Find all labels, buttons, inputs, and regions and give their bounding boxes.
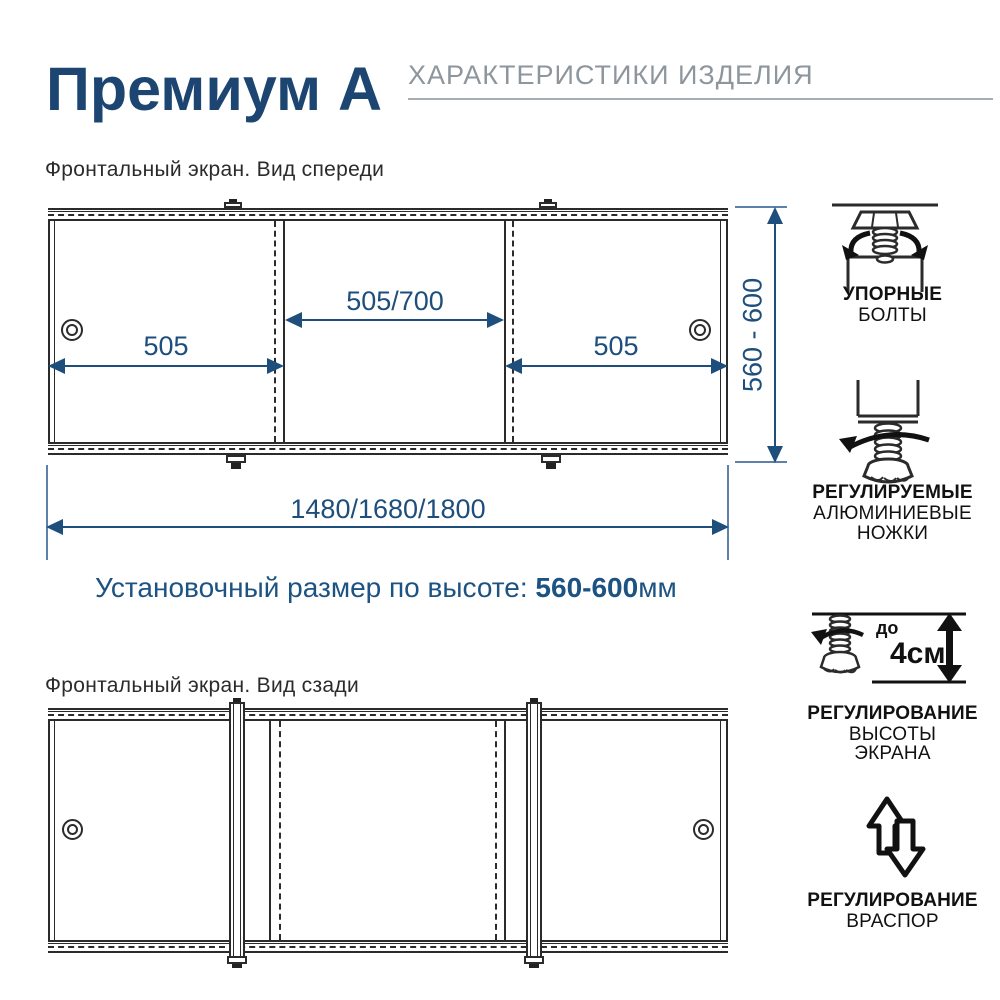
back-left-edge — [48, 708, 50, 953]
sidebar-item-line: ВЫСОТЫ — [848, 724, 937, 745]
arrowhead — [505, 358, 522, 374]
arrowhead — [46, 519, 63, 535]
back-right-edge-inner — [720, 721, 721, 940]
top-clip — [224, 202, 242, 208]
install-height-note — [95, 572, 677, 604]
front-divider-dashed-right — [512, 221, 514, 442]
front-right-edge — [726, 208, 728, 455]
install-note-unit: мм — [638, 572, 677, 603]
spacer-adjustment-icon — [857, 793, 937, 885]
sidebar-item-line: БОЛТЫ — [858, 305, 927, 326]
post-foot — [524, 956, 544, 964]
height-annotation-big: 4см — [890, 637, 946, 670]
sidebar-item-title: РЕГУЛИРОВАНИЕ — [807, 703, 978, 724]
dim-panel-right: 505 — [593, 331, 639, 361]
front-right-edge-inner — [720, 221, 721, 442]
page-subtitle: ХАРАКТЕРИСТИКИ ИЗДЕЛИЯ — [408, 60, 993, 100]
back-right-edge — [726, 708, 728, 953]
front-divider-right — [504, 221, 506, 442]
extension-line-left — [46, 465, 48, 560]
dim-line — [774, 222, 776, 448]
post-top-nub — [530, 698, 538, 702]
screen-foot — [226, 455, 246, 463]
dim-panel-center: 505/700 — [346, 286, 444, 316]
sidebar-item-line: НОЖКИ — [856, 523, 929, 544]
post-foot — [227, 956, 247, 964]
back-view-label: Фронтальный экран. Вид сзади — [45, 674, 359, 697]
extension-line-right — [727, 465, 729, 560]
arrowhead — [487, 312, 504, 328]
sidebar-item-title: РЕГУЛИРУЕМЫЕ — [812, 482, 973, 503]
page-title: Премиум А — [46, 55, 383, 123]
post-top-nub — [233, 698, 241, 702]
dim-line — [300, 319, 490, 321]
dim-panel-left: 505 — [143, 331, 189, 361]
top-clip — [539, 202, 557, 208]
front-left-edge — [48, 208, 50, 455]
back-panel-dashed-left — [279, 721, 281, 940]
back-bottom-rail — [48, 940, 728, 953]
screen-foot-nub — [231, 463, 241, 469]
arrowhead — [711, 358, 728, 374]
stop-bolts-icon — [830, 202, 940, 294]
dim-line — [519, 365, 714, 367]
screen-foot-nub — [546, 463, 556, 469]
arrowhead — [712, 519, 729, 535]
screen-height-adjustment — [800, 610, 985, 690]
dim-line — [61, 526, 714, 528]
install-note-prefix: Установочный размер по высоте: — [95, 572, 536, 603]
back-post-left — [229, 702, 245, 958]
front-divider-left — [283, 221, 285, 442]
post-foot-nub — [232, 964, 242, 968]
arrowhead — [48, 358, 65, 374]
handle-left-inner — [66, 324, 78, 336]
dim-total-width: 1480/1680/1800 — [290, 494, 486, 524]
arrowhead — [767, 207, 783, 224]
back-view-drawing — [48, 698, 738, 978]
front-left-edge-inner — [54, 221, 55, 442]
features-sidebar — [800, 190, 985, 950]
back-panel-edge-right — [504, 721, 506, 940]
back-panel-edge-left — [269, 721, 271, 940]
arrowhead — [285, 312, 302, 328]
arrowhead — [767, 446, 783, 463]
sidebar-item-line: ЭКРАНА — [854, 743, 931, 764]
arrowhead — [267, 358, 284, 374]
height-annotation-small: до — [876, 618, 899, 638]
sidebar-item-line: ВРАСПОР — [846, 911, 939, 932]
handle-right-inner — [698, 824, 709, 835]
back-post-right — [526, 702, 542, 958]
back-panel-dashed-right — [495, 721, 497, 940]
sidebar-item-line: АЛЮМИНИЕВЫЕ — [813, 503, 972, 524]
handle-left-inner — [67, 824, 78, 835]
sidebar-item-title: УПОРНЫЕ — [842, 284, 943, 305]
back-top-rail — [48, 708, 728, 721]
front-bottom-rail — [48, 442, 728, 455]
front-top-rail — [48, 208, 728, 221]
back-left-edge-inner — [54, 721, 55, 940]
dim-line — [62, 365, 270, 367]
front-view-label: Фронтальный экран. Вид спереди — [45, 158, 385, 181]
front-divider-dashed-left — [274, 221, 276, 442]
screen-foot — [541, 455, 561, 463]
sidebar-item-title: РЕГУЛИРОВАНИЕ — [807, 890, 978, 911]
adjustable-feet-icon — [833, 378, 943, 490]
front-view-drawing — [48, 202, 838, 572]
dim-height-range: 560 - 600 — [737, 277, 768, 393]
post-foot-nub — [529, 964, 539, 968]
install-note-value: 560-600 — [535, 572, 639, 603]
